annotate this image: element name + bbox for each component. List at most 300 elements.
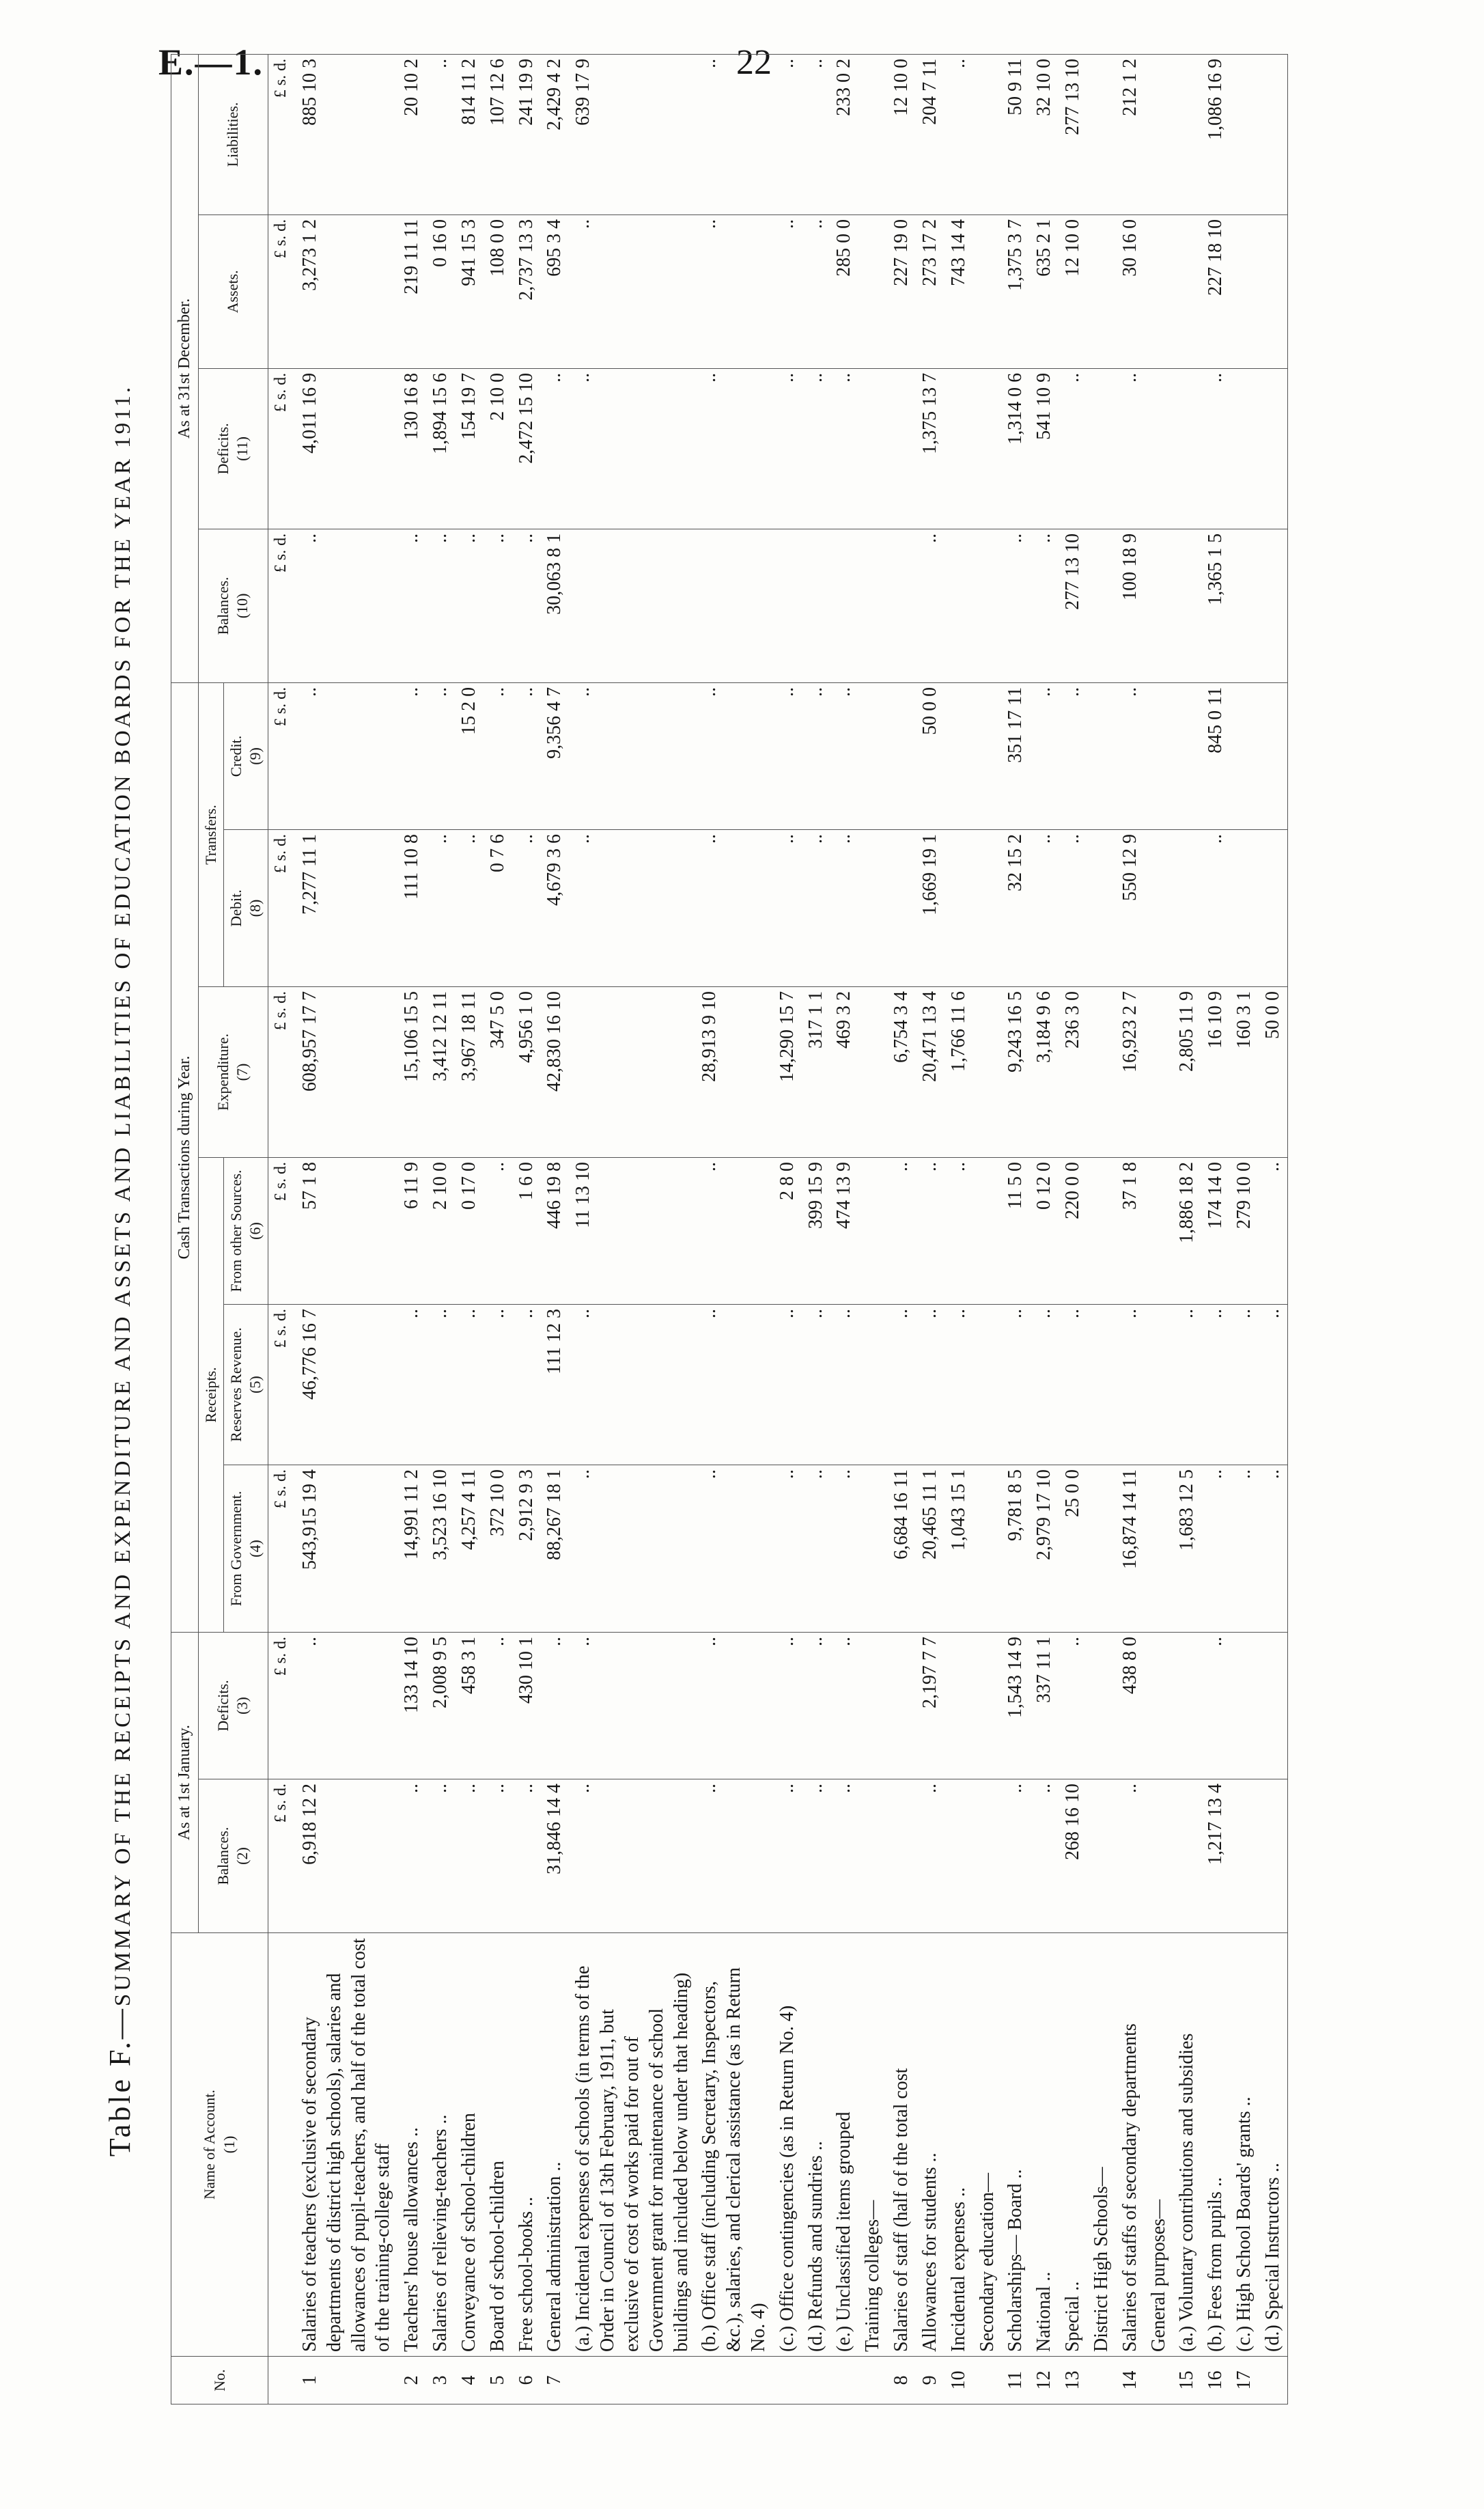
- cell-bal10: 30,063 8 1: [540, 529, 569, 682]
- cell-name: (d.) Special Instructors ..: [1259, 1933, 1287, 2357]
- cell-no: [773, 2357, 802, 2404]
- cell-cre: ..: [695, 682, 772, 829]
- cell-deb: [1145, 829, 1173, 986]
- cell-res: ..: [773, 1304, 802, 1465]
- cell-name: (a.) Incidental expenses of schools (in terms of the Order in Council of 13th February, 1911, but exclusive of cost of works paid for out of Government grant for maintenance of school buildings and included below under that heading): [569, 1933, 695, 2357]
- header-liabilities: Liabilities.: [198, 54, 268, 214]
- cell-gov: 88,267 18 1: [540, 1465, 569, 1632]
- cell-def: [858, 1632, 887, 1779]
- table-row: [773, 54, 802, 2404]
- cell-exp: 6,754 3 4: [887, 986, 916, 1157]
- cell-no: [569, 2357, 695, 2404]
- cell-oth: ..: [916, 1157, 944, 1304]
- unit-cell: £ s. d.: [268, 1157, 296, 1304]
- cell-res: ..: [695, 1304, 772, 1465]
- table-row: [916, 54, 944, 2404]
- cell-ast: [973, 214, 1002, 368]
- cell-name: Training colleges—: [858, 1933, 887, 2357]
- cell-bal10: [830, 529, 858, 682]
- cell-cre: ..: [773, 682, 802, 829]
- cell-res: ..: [1030, 1304, 1059, 1465]
- cell-cre: 50 0 0: [916, 682, 944, 829]
- cell-no: [695, 2357, 772, 2404]
- cell-ast: 30 16 0: [1116, 214, 1145, 368]
- cell-exp: 160 3 1: [1230, 986, 1259, 1157]
- cell-res: 46,776 16 7: [296, 1304, 397, 1465]
- cell-deb: ..: [1030, 829, 1059, 986]
- cell-name: Salaries of staff (half of the total cost: [887, 1933, 916, 2357]
- cell-res: ..: [1116, 1304, 1145, 1465]
- table-row: [397, 54, 426, 2404]
- cell-oth: ..: [484, 1157, 512, 1304]
- cell-deb: [858, 829, 887, 986]
- table-row: [944, 54, 973, 2404]
- cell-def11: ..: [540, 368, 569, 529]
- cell-bal: ..: [695, 1779, 772, 1933]
- cell-def11: [973, 368, 1002, 529]
- cell-def11: [944, 368, 973, 529]
- cell-deb: [973, 829, 1002, 986]
- cell-def11: ..: [1059, 368, 1087, 529]
- cell-cre: ..: [397, 682, 426, 829]
- cell-name: Salaries of relieving-teachers ..: [426, 1933, 455, 2357]
- cell-bal10: 100 18 9: [1116, 529, 1145, 682]
- cell-deb: [1173, 829, 1201, 986]
- unit-cell: £ s. d.: [268, 1632, 296, 1779]
- cell-def: ..: [540, 1632, 569, 1779]
- table-row: [1259, 54, 1287, 2404]
- cell-def: 458 3 1: [455, 1632, 484, 1779]
- unit-cell: £ s. d.: [268, 214, 296, 368]
- cell-name: Salaries of teachers (exclusive of secondary departments of district high schools), salaries and allowances of pupil-teachers, and half of the total cost of the training-college staff: [296, 1933, 397, 2357]
- unit-cell: £ s. d.: [268, 682, 296, 829]
- cell-gov: 1,683 12 5: [1173, 1465, 1201, 1632]
- cell-oth: 474 13 9: [830, 1157, 858, 1304]
- cell-ast: [1145, 214, 1173, 368]
- cell-oth: 174 14 0: [1201, 1157, 1230, 1304]
- cell-bal10: ..: [1001, 529, 1030, 682]
- cell-bal10: [802, 529, 830, 682]
- cell-bal: ..: [1030, 1779, 1059, 1933]
- cell-bal10: [973, 529, 1002, 682]
- cell-no: 6: [512, 2357, 541, 2404]
- cell-lia: [973, 54, 1002, 214]
- cell-oth: [973, 1157, 1002, 1304]
- cell-bal: [858, 1779, 887, 1933]
- table-title: [102, 96, 137, 2445]
- header-name-num: (1): [220, 2135, 238, 2154]
- unit-cell: £ s. d.: [268, 1779, 296, 1933]
- header-deficits: Deficits. (3): [198, 1632, 268, 1779]
- cell-lia: [1145, 54, 1173, 214]
- cell-exp: 16,923 2 7: [1116, 986, 1145, 1157]
- cell-no: 17: [1230, 2357, 1259, 2404]
- table-row: [830, 54, 858, 2404]
- cell-bal: ..: [397, 1779, 426, 1933]
- cell-no: 8: [887, 2357, 916, 2404]
- cell-lia: 639 17 9: [569, 54, 695, 214]
- cell-lia: [1230, 54, 1259, 214]
- cell-res: ..: [455, 1304, 484, 1465]
- cell-deb: [1230, 829, 1259, 986]
- cell-ast: 743 14 4: [944, 214, 973, 368]
- cell-gov: 16,874 14 11: [1116, 1465, 1145, 1632]
- cell-no: [802, 2357, 830, 2404]
- cell-exp: 42,830 16 10: [540, 986, 569, 1157]
- cell-def11: ..: [1116, 368, 1145, 529]
- table-row: [1201, 54, 1230, 2404]
- cell-bal: ..: [569, 1779, 695, 1933]
- cell-cre: ..: [296, 682, 397, 829]
- cell-ast: ..: [773, 214, 802, 368]
- cell-no: 12: [1030, 2357, 1059, 2404]
- cell-gov: ..: [695, 1465, 772, 1632]
- cell-def11: ..: [773, 368, 802, 529]
- cell-no: 9: [916, 2357, 944, 2404]
- cell-def11: 1,894 15 6: [426, 368, 455, 529]
- table-row: [1059, 54, 1087, 2404]
- cell-deb: [1259, 829, 1287, 986]
- cell-no: [1259, 2357, 1287, 2404]
- header-name: [171, 1933, 268, 2357]
- cell-gov: 25 0 0: [1059, 1465, 1087, 1632]
- cell-ast: 1,375 3 7: [1001, 214, 1030, 368]
- cell-oth: 220 0 0: [1059, 1157, 1087, 1304]
- cell-def11: 2 10 0: [484, 368, 512, 529]
- cell-bal10: ..: [397, 529, 426, 682]
- cell-ast: 2,737 13 3: [512, 214, 541, 368]
- cell-no: [830, 2357, 858, 2404]
- cell-oth: 2 10 0: [426, 1157, 455, 1304]
- cell-bal: [887, 1779, 916, 1933]
- cell-lia: 241 19 9: [512, 54, 541, 214]
- cell-deb: [1087, 829, 1116, 986]
- header-transfers: Transfers.: [198, 682, 223, 986]
- cell-ast: 108 0 0: [484, 214, 512, 368]
- cell-cre: [1145, 682, 1173, 829]
- cell-cre: ..: [1030, 682, 1059, 829]
- table-title-prefix: Table F.—: [103, 2006, 137, 2157]
- cell-oth: 399 15 9: [802, 1157, 830, 1304]
- cell-def11: 130 16 8: [397, 368, 426, 529]
- cell-exp: [569, 986, 695, 1157]
- header-no: No.: [171, 2357, 268, 2404]
- cell-bal: [944, 1779, 973, 1933]
- cell-bal10: ..: [484, 529, 512, 682]
- cell-def11: [1259, 368, 1287, 529]
- cell-cre: 845 0 11: [1201, 682, 1230, 829]
- cell-def11: 1,314 0 6: [1001, 368, 1030, 529]
- cell-res: [1087, 1304, 1116, 1465]
- cell-def: ..: [695, 1632, 772, 1779]
- unit-cell: [268, 1933, 296, 2357]
- cell-bal10: [1145, 529, 1173, 682]
- cell-bal10: ..: [1030, 529, 1059, 682]
- cell-bal: [1230, 1779, 1259, 1933]
- cell-cre: ..: [1116, 682, 1145, 829]
- cell-exp: 2,805 11 9: [1173, 986, 1201, 1157]
- cell-name: (a.) Voluntary contributions and subsidies: [1173, 1933, 1201, 2357]
- cell-deb: 1,669 19 1: [916, 829, 944, 986]
- cell-bal10: ..: [512, 529, 541, 682]
- cell-lia: 2,429 4 2: [540, 54, 569, 214]
- cell-name: Allowances for students ..: [916, 1933, 944, 2357]
- cell-exp: 9,243 16 5: [1001, 986, 1030, 1157]
- cell-exp: 469 3 2: [830, 986, 858, 1157]
- cell-exp: 1,766 11 6: [944, 986, 973, 1157]
- cell-def: [1230, 1632, 1259, 1779]
- cell-bal10: [695, 529, 772, 682]
- cell-gov: ..: [1201, 1465, 1230, 1632]
- header-assets: Assets.: [198, 214, 268, 368]
- cell-deb: ..: [695, 829, 772, 986]
- cell-oth: 37 1 8: [1116, 1157, 1145, 1304]
- cell-def11: [1230, 368, 1259, 529]
- table-row: [1230, 54, 1259, 2404]
- header-expenditure: Expenditure. (7): [198, 986, 268, 1157]
- cell-gov: [973, 1465, 1002, 1632]
- table-row: [887, 54, 916, 2404]
- cell-gov: 9,781 8 5: [1001, 1465, 1030, 1632]
- cell-lia: 12 10 0: [887, 54, 916, 214]
- cell-lia: [1259, 54, 1287, 214]
- cell-deb: ..: [1059, 829, 1087, 986]
- cell-def11: [858, 368, 887, 529]
- cell-lia: ..: [773, 54, 802, 214]
- cell-def11: ..: [830, 368, 858, 529]
- cell-bal10: [1173, 529, 1201, 682]
- cell-def: 2,197 7 7: [916, 1632, 944, 1779]
- cell-res: ..: [569, 1304, 695, 1465]
- cell-name: (e.) Unclassified items grouped: [830, 1933, 858, 2357]
- cell-cre: ..: [802, 682, 830, 829]
- cell-cre: [1173, 682, 1201, 829]
- cell-deb: ..: [1201, 829, 1230, 986]
- table-row: [802, 54, 830, 2404]
- table-row: [455, 54, 484, 2404]
- table-row: [1030, 54, 1059, 2404]
- header-reserves: Reserves Revenue. (5): [223, 1304, 268, 1465]
- cell-deb: 4,679 3 6: [540, 829, 569, 986]
- cell-gov: 543,915 19 4: [296, 1465, 397, 1632]
- header-other: From other Sources. (6): [223, 1157, 268, 1304]
- cell-bal: ..: [773, 1779, 802, 1933]
- unit-cell: £ s. d.: [268, 829, 296, 986]
- cell-def: ..: [830, 1632, 858, 1779]
- cell-deb: ..: [426, 829, 455, 986]
- cell-lia: 885 10 3: [296, 54, 397, 214]
- table-row: [540, 54, 569, 2404]
- cell-def11: ..: [569, 368, 695, 529]
- cell-def11: [1087, 368, 1116, 529]
- cell-def11: [887, 368, 916, 529]
- cell-ast: ..: [695, 214, 772, 368]
- cell-res: ..: [1259, 1304, 1287, 1465]
- cell-exp: 20,471 13 4: [916, 986, 944, 1157]
- cell-name: Secondary education—: [973, 1933, 1002, 2357]
- cell-oth: 57 1 8: [296, 1157, 397, 1304]
- header-dec: As at 31st December.: [171, 54, 199, 682]
- cell-cre: 9,356 4 7: [540, 682, 569, 829]
- cell-name: (d.) Refunds and sundries ..: [802, 1933, 830, 2357]
- cell-def11: 2,472 15 10: [512, 368, 541, 529]
- cell-exp: 28,913 9 10: [695, 986, 772, 1157]
- cell-def11: [1145, 368, 1173, 529]
- header-jan: As at 1st January.: [171, 1632, 199, 1932]
- cell-def11: 154 19 7: [455, 368, 484, 529]
- cell-gov: ..: [830, 1465, 858, 1632]
- cell-oth: [1145, 1157, 1173, 1304]
- cell-deb: 550 12 9: [1116, 829, 1145, 986]
- cell-oth: 279 10 0: [1230, 1157, 1259, 1304]
- cell-oth: ..: [695, 1157, 772, 1304]
- cell-res: ..: [1230, 1304, 1259, 1465]
- cell-lia: 277 13 10: [1059, 54, 1087, 214]
- cell-ast: [1259, 214, 1287, 368]
- cell-res: ..: [916, 1304, 944, 1465]
- cell-bal10: [1259, 529, 1287, 682]
- cell-name: (c.) Office contingencies (as in Return No. 4): [773, 1933, 802, 2357]
- cell-no: 1: [296, 2357, 397, 2404]
- cell-oth: ..: [944, 1157, 973, 1304]
- table-row: [1116, 54, 1145, 2404]
- units-row: [268, 54, 296, 2404]
- cell-oth: 2 8 0: [773, 1157, 802, 1304]
- cell-bal: 268 16 10: [1059, 1779, 1087, 1933]
- cell-bal10: [858, 529, 887, 682]
- cell-def: 1,543 14 9: [1001, 1632, 1030, 1779]
- cell-name: (c.) High School Boards' grants ..: [1230, 1933, 1259, 2357]
- cell-lia: [1087, 54, 1116, 214]
- cell-oth: 0 12 0: [1030, 1157, 1059, 1304]
- cell-name: Teachers' house allowances ..: [397, 1933, 426, 2357]
- cell-name: General purposes—: [1145, 1933, 1173, 2357]
- cell-exp: 608,957 17 7: [296, 986, 397, 1157]
- table-row: [1173, 54, 1201, 2404]
- cell-def11: ..: [802, 368, 830, 529]
- header-balances-10: Balances. (10): [198, 529, 268, 682]
- cell-res: 111 12 3: [540, 1304, 569, 1465]
- cell-def: [1259, 1632, 1287, 1779]
- cell-no: [1087, 2357, 1116, 2404]
- cell-gov: 2,912 9 3: [512, 1465, 541, 1632]
- cell-def: [1145, 1632, 1173, 1779]
- table-row: [973, 54, 1002, 2404]
- cell-deb: 0 7 6: [484, 829, 512, 986]
- cell-def11: 541 10 9: [1030, 368, 1059, 529]
- cell-lia: [1173, 54, 1201, 214]
- cell-bal10: [944, 529, 973, 682]
- cell-oth: 0 17 0: [455, 1157, 484, 1304]
- cell-gov: 14,991 11 2: [397, 1465, 426, 1632]
- cell-gov: 20,465 11 1: [916, 1465, 944, 1632]
- table-row: [1001, 54, 1030, 2404]
- cell-cre: [1230, 682, 1259, 829]
- cell-bal10: [773, 529, 802, 682]
- cell-def: ..: [569, 1632, 695, 1779]
- cell-ast: [1173, 214, 1201, 368]
- cell-gov: [1087, 1465, 1116, 1632]
- cell-def: ..: [1059, 1632, 1087, 1779]
- cell-gov: ..: [802, 1465, 830, 1632]
- cell-bal10: [569, 529, 695, 682]
- cell-exp: [858, 986, 887, 1157]
- cell-def: ..: [773, 1632, 802, 1779]
- cell-cre: ..: [426, 682, 455, 829]
- cell-res: ..: [1001, 1304, 1030, 1465]
- header-balances: Balances. (2): [198, 1779, 268, 1933]
- table-row: [695, 54, 772, 2404]
- header-name-label: Name of Account.: [201, 2090, 219, 2200]
- cell-cre: [973, 682, 1002, 829]
- cell-cre: ..: [1059, 682, 1087, 829]
- cell-bal10: 1,365 1 5: [1201, 529, 1230, 682]
- cell-gov: 4,257 4 11: [455, 1465, 484, 1632]
- cell-name: Conveyance of school-children: [455, 1933, 484, 2357]
- header-credit: Credit. (9): [223, 682, 268, 829]
- cell-def: [1173, 1632, 1201, 1779]
- header-government: From Government. (4): [223, 1465, 268, 1632]
- cell-bal10: ..: [426, 529, 455, 682]
- cell-lia: 20 10 2: [397, 54, 426, 214]
- cell-deb: ..: [512, 829, 541, 986]
- cell-ast: 273 17 2: [916, 214, 944, 368]
- cell-def: 438 8 0: [1116, 1632, 1145, 1779]
- cell-gov: [858, 1465, 887, 1632]
- cell-oth: 446 19 8: [540, 1157, 569, 1304]
- cell-deb: [944, 829, 973, 986]
- cell-ast: [1087, 214, 1116, 368]
- header-receipts: Receipts.: [198, 1157, 223, 1632]
- cell-res: ..: [1201, 1304, 1230, 1465]
- cell-res: ..: [802, 1304, 830, 1465]
- cell-cre: [858, 682, 887, 829]
- cell-name: (b.) Office staff (including Secretary, Inspectors, &c.), salaries, and clerical assistance (as in Return No. 4): [695, 1933, 772, 2357]
- cell-res: [1145, 1304, 1173, 1465]
- cell-bal: 31,846 14 4: [540, 1779, 569, 1933]
- cell-deb: [887, 829, 916, 986]
- cell-ast: ..: [569, 214, 695, 368]
- cell-bal: 6,918 12 2: [296, 1779, 397, 1933]
- cell-cre: ..: [830, 682, 858, 829]
- cell-deb: 32 15 2: [1001, 829, 1030, 986]
- cell-gov: [1145, 1465, 1173, 1632]
- cell-bal: 1,217 13 4: [1201, 1779, 1230, 1933]
- cell-lia: 204 7 11: [916, 54, 944, 214]
- cell-exp: 16 10 9: [1201, 986, 1230, 1157]
- cell-bal: [1259, 1779, 1287, 1933]
- cell-def11: ..: [695, 368, 772, 529]
- cell-ast: 941 15 3: [455, 214, 484, 368]
- cell-bal: ..: [455, 1779, 484, 1933]
- header-cash: Cash Transactions during Year.: [171, 682, 199, 1632]
- cell-cre: 15 2 0: [455, 682, 484, 829]
- cell-name: Incidental expenses ..: [944, 1933, 973, 2357]
- cell-name: Special ..: [1059, 1933, 1087, 2357]
- cell-def: [887, 1632, 916, 1779]
- cell-no: 2: [397, 2357, 426, 2404]
- cell-exp: 3,184 9 6: [1030, 986, 1059, 1157]
- cell-def11: ..: [1201, 368, 1230, 529]
- cell-no: 10: [944, 2357, 973, 2404]
- cell-res: [858, 1304, 887, 1465]
- cell-res: [973, 1304, 1002, 1465]
- cell-oth: [858, 1157, 887, 1304]
- cell-gov: 1,043 15 1: [944, 1465, 973, 1632]
- cell-oth: 1 6 0: [512, 1157, 541, 1304]
- cell-exp: 50 0 0: [1259, 986, 1287, 1157]
- unit-cell: £ s. d.: [268, 1465, 296, 1632]
